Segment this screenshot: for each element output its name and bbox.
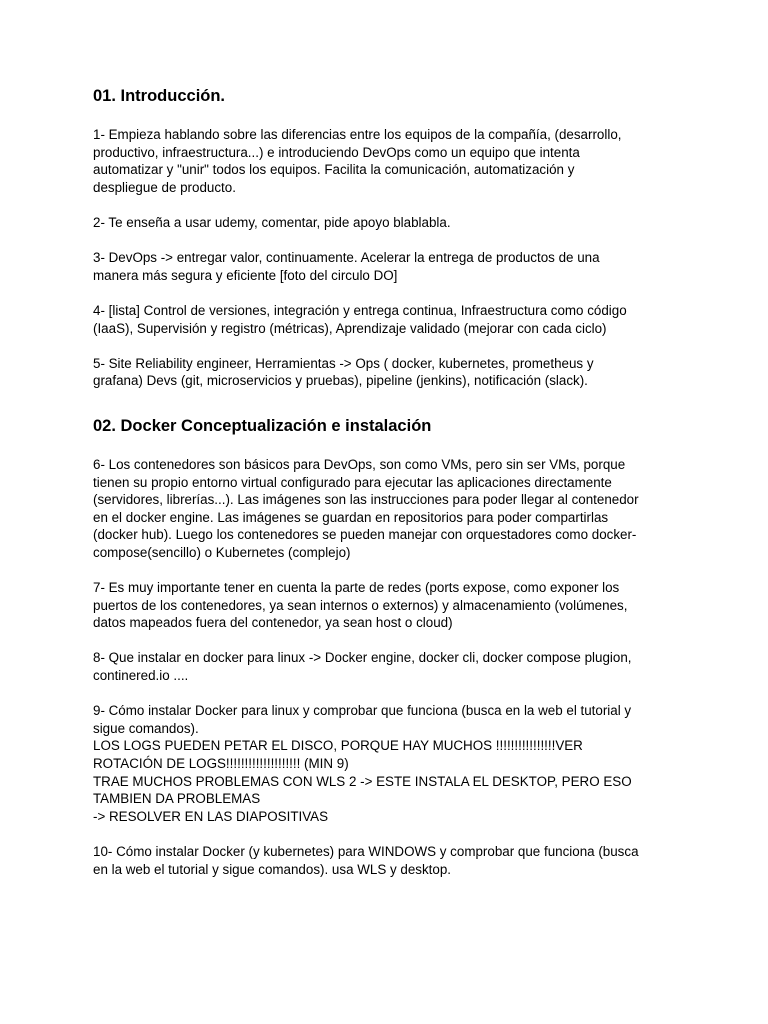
paragraph-4	[93, 302, 683, 337]
text-line: compose(sencillo) o Kubernetes (complejo)	[93, 544, 351, 560]
text-line: (IaaS), Supervisión y registro (métricas), Aprendizaje validado (mejorar con cada ciclo)	[93, 320, 607, 336]
paragraph-9	[93, 702, 683, 825]
text-line: ROTACIÓN DE LOGS!!!!!!!!!!!!!!!!!!!! (MIN 9)	[93, 756, 349, 771]
text-line: sigue comandos).	[93, 720, 199, 736]
text-line: 5- Site Reliability engineer, Herramientas -> Ops ( docker, kubernetes, prometheus y	[93, 355, 594, 371]
text-line: despliegue de producto.	[93, 179, 236, 195]
paragraph-2	[93, 214, 683, 232]
text-line: grafana) Devs (git, microservicios y pruebas), pipeline (jenkins), notificación (slack).	[93, 373, 588, 389]
text-line: manera más segura y eficiente [foto del circulo DO]	[93, 267, 398, 283]
text-line: 9- Cómo instalar Docker para linux y comprobar que funciona (busca en la web el tutorial y	[93, 703, 632, 719]
text-line: 2- Te enseña a usar udemy, comentar, pide apoyo blablabla.	[93, 214, 451, 230]
section-heading-introduccion: 01. Introducción.	[93, 87, 226, 105]
text-line: 8- Que instalar en docker para linux -> Docker engine, docker cli, docker compose plugion,	[93, 650, 632, 666]
paragraph-7	[93, 579, 683, 632]
text-line: LOS LOGS PUEDEN PETAR EL DISCO, PORQUE HAY MUCHOS !!!!!!!!!!!!!!!!VER	[93, 738, 583, 754]
text-line: 7- Es muy importante tener en cuenta la parte de redes (ports expose, como exponer los	[93, 580, 620, 596]
text-line: datos mapeados fuera del contenedor, ya sean host o cloud)	[93, 615, 453, 631]
text-line: (docker hub). Luego los contenedores se pueden manejar con orquestadores como docker-	[93, 527, 637, 543]
text-line: (servidores, librerías...). Las imágenes son las instrucciones para poder llegar al contenedor	[93, 492, 639, 508]
text-line: puertos de los contenedores, ya sean internos o externos) y almacenamiento (volúmenes,	[93, 597, 628, 613]
text-line: TAMBIEN DA PROBLEMAS	[93, 791, 261, 807]
text-line: 6- Los contenedores son básicos para DevOps, son como VMs, pero sin ser VMs, porque	[93, 456, 626, 472]
paragraph-8	[93, 649, 683, 684]
text-line: automatizar y "unir" todos los equipos. Facilita la comunicación, automatización y	[93, 162, 575, 178]
text-line: productivo, infraestructura...) e introduciendo DevOps como un equipo que intenta	[93, 144, 580, 160]
paragraph-10	[93, 843, 683, 878]
text-line: continered.io ....	[93, 668, 189, 684]
text-line: -> RESOLVER EN LAS DIAPOSITIVAS	[93, 808, 329, 824]
paragraph-5	[93, 355, 683, 390]
paragraph-3	[93, 249, 683, 284]
section-heading-docker: 02. Docker Conceptualización e instalación	[93, 416, 432, 435]
paragraph-1	[93, 126, 683, 196]
text-line: tienen su propio entorno virtual configurado para ejecutar las aplicaciones directamente	[93, 474, 612, 490]
paragraph-6	[93, 456, 683, 562]
text-line: 1- Empieza hablando sobre las diferencias entre los equipos de la compañía, (desarrollo,	[93, 127, 622, 142]
text-line: TRAE MUCHOS PROBLEMAS CON WLS 2 -> ESTE INSTALA EL DESKTOP, PERO ESO	[93, 773, 632, 789]
text-line: en el docker engine. Las imágenes se guardan en repositorios para poder compartirlas	[93, 509, 609, 525]
text-line: 3- DevOps -> entregar valor, continuamente. Acelerar la entrega de productos de una	[93, 250, 600, 266]
text-line: en la web el tutorial y sigue comandos). usa WLS y desktop.	[93, 861, 452, 877]
text-line: 10- Cómo instalar Docker (y kubernetes) para WINDOWS y comprobar que funciona (busca	[93, 843, 639, 859]
text-line: 4- [lista] Control de versiones, integración y entrega continua, Infraestructura como código	[93, 302, 627, 318]
document-page	[93, 84, 683, 878]
